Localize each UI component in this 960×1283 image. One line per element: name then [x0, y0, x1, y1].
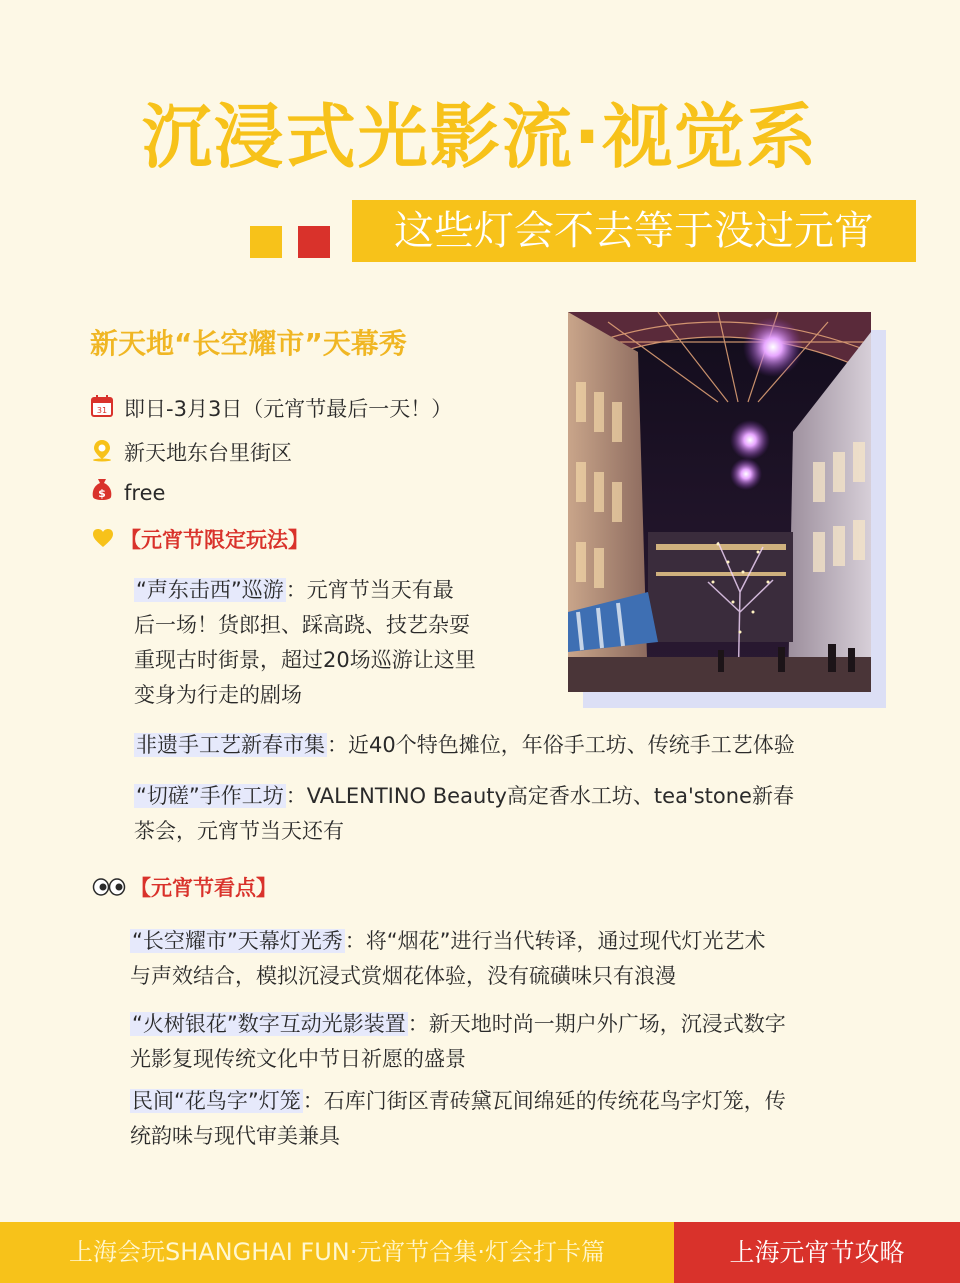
item-line: 石库门街区青砖黛瓦间绵延的传统花鸟字灯笼，传	[323, 1089, 786, 1113]
page-title: 沉浸式光影流·视觉系	[141, 96, 819, 178]
section2-item-1	[130, 924, 920, 994]
item-line: 与声效结合，模拟沉浸式赏烟花体验，没有硫磺味只有浪漫	[130, 964, 676, 988]
section1-item-3	[134, 779, 914, 849]
item-line: 近40个特色摊位，年俗手工坊、传统手工艺体验	[348, 733, 795, 757]
item-sep: ：	[285, 784, 307, 808]
item-highlight: “长空耀市”天幕灯光秀	[132, 929, 343, 953]
item-line: VALENTINO Beauty高定香水工坊、tea'stone新春	[306, 784, 794, 808]
item-highlight: 民间“花鸟字”灯笼	[132, 1089, 301, 1113]
item-line: 统韵味与现代审美兼具	[130, 1124, 340, 1148]
subtitle-banner: 这些灯会不去等于没过元宵	[352, 200, 916, 262]
item-highlight: “火树银花”数字互动光影装置	[132, 1012, 406, 1036]
section1-heading-text: 【元宵节限定玩法】	[120, 528, 309, 552]
item-line: 茶会，元宵节当天还有	[134, 819, 344, 843]
section2-item-2	[130, 1007, 920, 1077]
item-highlight: “切磋”手作工坊	[136, 784, 284, 808]
section2-item-3	[130, 1084, 920, 1154]
item-line: 重现古时街景，超过20场巡游让这里	[134, 648, 476, 672]
svg-text:31: 31	[96, 406, 108, 415]
section1-item-2	[134, 728, 914, 763]
section1-heading	[92, 524, 309, 557]
price-text: free	[124, 481, 166, 505]
footer-right: 上海元宵节攻略	[674, 1222, 960, 1283]
item-line: 元宵节当天有最	[306, 578, 454, 602]
calendar-icon	[90, 394, 116, 426]
item-line: 将“烟花”进行当代转译，通过现代灯光艺术	[365, 929, 766, 953]
item-highlight: 非遗手工艺新春市集	[136, 733, 325, 757]
section2-heading	[92, 872, 277, 905]
info-date	[90, 394, 452, 426]
location-text: 新天地东台里街区	[124, 441, 292, 465]
heart-icon	[92, 525, 120, 557]
info-price	[90, 477, 165, 511]
item-line: 变身为行走的剧场	[134, 683, 302, 707]
footer-left: 上海会玩SHANGHAI FUN·元宵节合集·灯会打卡篇	[0, 1222, 674, 1283]
section1-item-1	[134, 573, 554, 713]
item-sep: ：	[327, 733, 348, 757]
date-text: 即日-3月3日（元宵节最后一天！）	[124, 397, 453, 421]
section2-heading-text: 【元宵节看点】	[130, 876, 277, 900]
location-pin-icon	[90, 438, 116, 470]
item-line: 新天地时尚一期户外广场，沉浸式数字	[428, 1012, 786, 1036]
info-location	[90, 438, 292, 470]
eyes-icon	[92, 873, 130, 905]
item-sep: ：	[407, 1012, 429, 1036]
event-name: 新天地“长空耀市”天幕秀	[90, 327, 407, 360]
item-sep: ：	[302, 1089, 324, 1113]
svg-text:$: $	[98, 487, 106, 500]
item-sep: ：	[285, 578, 307, 602]
item-sep: ：	[344, 929, 366, 953]
item-line: 光影复现传统文化中节日祈愿的盛景	[130, 1047, 466, 1071]
decor-square-red	[298, 226, 330, 258]
decor-square-yellow	[250, 226, 282, 258]
event-photo	[568, 312, 871, 692]
item-line: 后一场！货郎担、踩高跷、技艺杂耍	[134, 613, 470, 637]
money-bag-icon	[90, 477, 116, 511]
item-highlight: “声东击西”巡游	[136, 578, 284, 602]
